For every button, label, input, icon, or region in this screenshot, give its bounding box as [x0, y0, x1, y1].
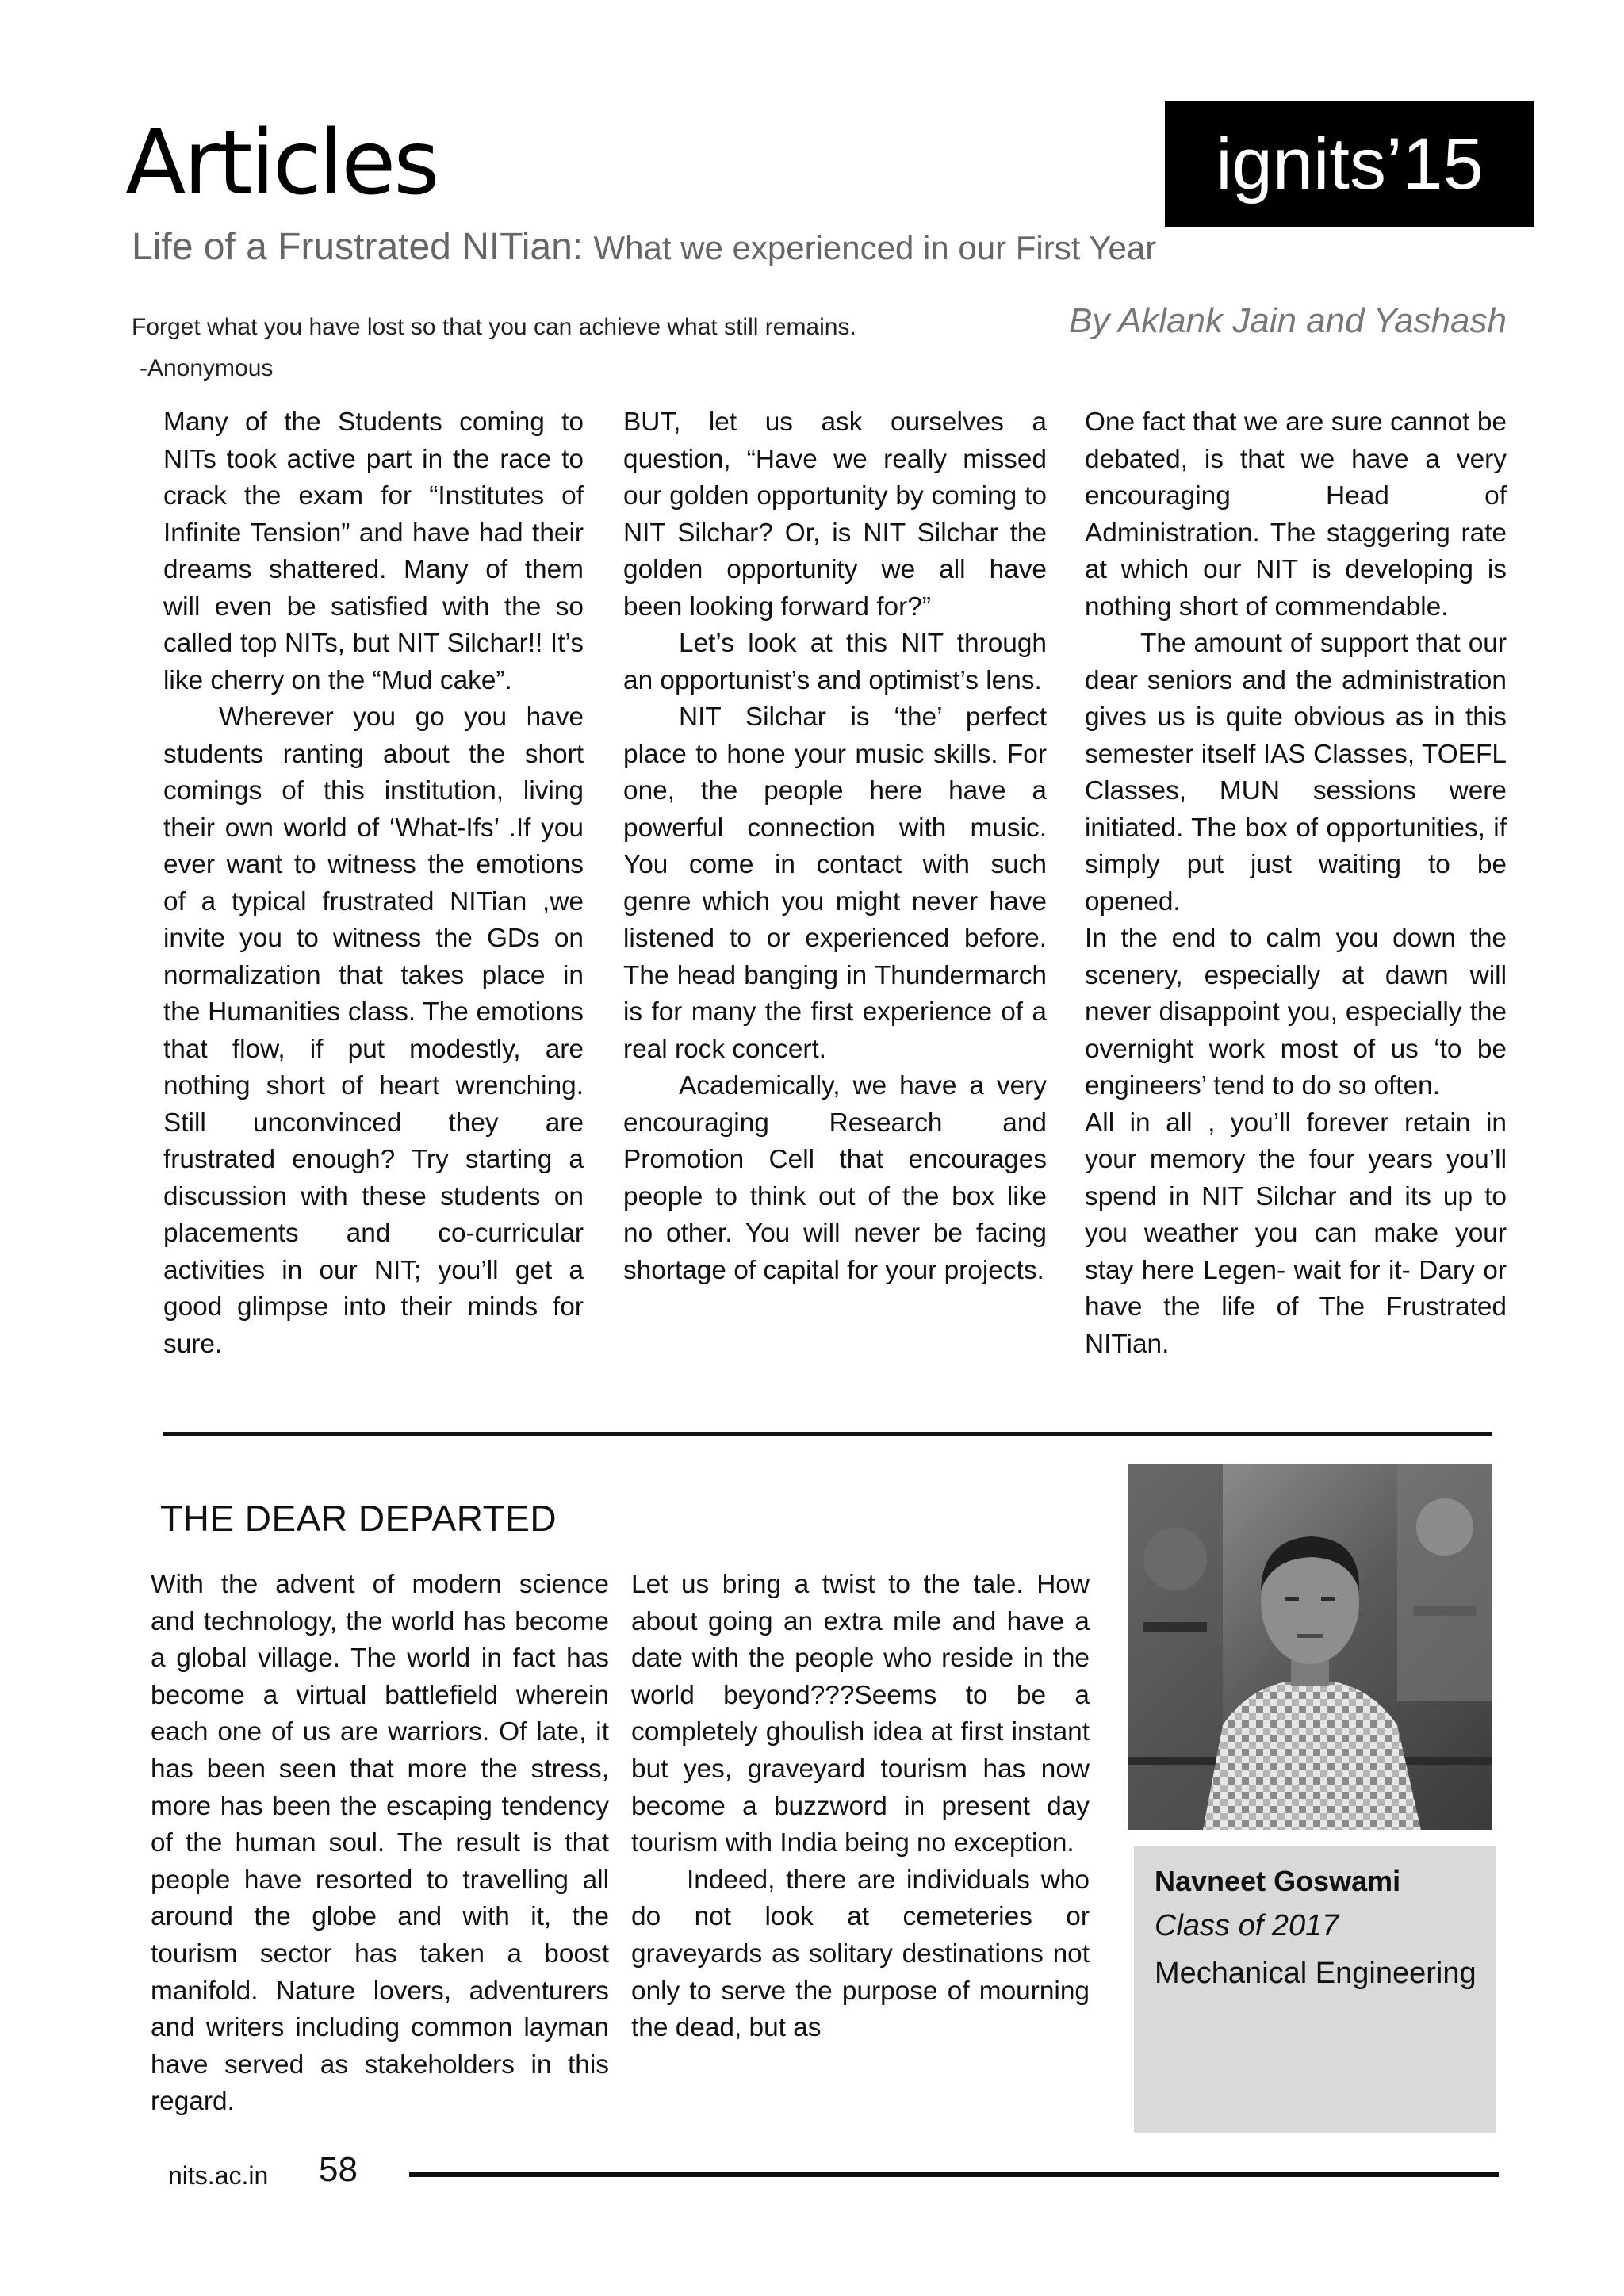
- paragraph: Many of the Students coming to NITs took active part in the race to crack the exam for “Institutes of Infinite Tension” and have had their dreams shattered. Many of them will even be satisfied with the so called top NITs, but NIT Silchar!! It’s like cherry on the “Mud cake”.: [163, 408, 584, 695]
- caption-name: Navneet Goswami: [1155, 1865, 1401, 1897]
- article-title: [132, 225, 1156, 269]
- magazine-brand: ignits’15: [1165, 101, 1534, 227]
- paragraph: One fact that we are sure cannot be debated, is that we have a very encouraging Head of Administration. The staggering rate at which our NIT is developing is nothing short of commendable.: [1085, 408, 1507, 622]
- paragraph: Wherever you go you have students ranting about the short comings of this institution, living their own world of ‘What-Ifs’ .If you ever want to witness the emotions of a typical frustrated NITian ,we invite you to witness the GDs on normalization that takes place in the Humanities class. The emotions that flow, if put modestly, are nothing short of heart wrenching. Still unconvinced they are frustrated enough? Try starting a discussion with these students on placements and co-curricular activities in our NIT; you’ll get a good glimpse into their minds for sure.: [163, 702, 584, 1359]
- article-column-1: [163, 404, 584, 1363]
- article-title-main: Life of a Frustrated NITian:: [132, 226, 584, 268]
- paragraph: BUT, let us ask ourselves a question, “Have we really missed our golden opportunity by coming to NIT Silchar? Or, is NIT Silchar the golden opportunity we all have been looking forward for?”: [623, 408, 1047, 622]
- footer-rule: [409, 2172, 1499, 2177]
- section-divider: [163, 1432, 1492, 1436]
- paragraph: Let’s look at this NIT through an opportunist’s and optimist’s lens.: [623, 629, 1047, 695]
- epigraph-quote: Forget what you have lost so that you can achieve what still remains.: [132, 314, 856, 340]
- paragraph: Let us bring a twist to the tale. How about going an extra mile and have a date with the people who reside in the world beyond???Seems to be a completely ghoulish idea at first instant but yes, graveyard tourism has now become a buzzword in present day tourism with India being no exception.: [631, 1570, 1090, 1858]
- article-title-sub: What we experienced in our First Year: [593, 229, 1157, 266]
- article-column-2: [623, 404, 1047, 1289]
- paragraph: The amount of support that our dear seniors and the administration gives us is quite obvious as in this semester itself IAS Classes, TOEFL Classes, MUN sessions were initiated. The box of opportunities, if simply put just waiting to be opened.: [1085, 629, 1507, 916]
- article-heading: THE DEAR DEPARTED: [160, 1498, 557, 1539]
- footer-url: nits.ac.in: [168, 2161, 269, 2190]
- paragraph: Indeed, there are individuals who do not look at cemeteries or graveyards as solitary destinations not only to serve the purpose of mourning the dead, but as: [631, 1865, 1090, 2043]
- paragraph: Academically, we have a very encouraging Research and Promotion Cell that encourages people to think out of the box like no other. You will never be facing shortage of capital for your projects.: [623, 1071, 1047, 1285]
- page-number: 58: [319, 2150, 358, 2189]
- byline: By Aklank Jain and Yashash: [1069, 301, 1507, 340]
- epigraph-attribution: -Anonymous: [140, 355, 274, 381]
- paragraph: With the advent of modern science and technology, the world has become a global village. The world in fact has become a virtual battlefield wherein each one of us are warriors. Of late, it has been seen that more the stress, more has been the escaping tendency of the human soul. The result is that people have resorted to travelling all around the globe and with it, the tourism sector has taken a boost manifold. Nature lovers, adventurers and writers including common layman have served as stakeholders in this regard.: [151, 1570, 609, 2117]
- article-column-3: [1085, 404, 1507, 1363]
- section-title: Articles: [125, 112, 438, 215]
- caption-department: Mechanical Engineering: [1155, 1957, 1477, 1990]
- article-column-2: [631, 1567, 1090, 2047]
- author-photo: [1128, 1464, 1492, 1830]
- article-column-1: [151, 1567, 609, 2121]
- paragraph: All in all , you’ll forever retain in your memory the four years you’ll spend in NIT Silchar and its up to you weather you can make your stay here Legen- wait for it- Dary or have the life of The Frustrated NITian.: [1085, 1108, 1507, 1359]
- paragraph: In the end to calm you down the scenery, especially at dawn will never disappoint you, especially the overnight work most of us ‘to be engineers’ tend to do so often.: [1085, 924, 1507, 1100]
- paragraph: NIT Silchar is ‘the’ perfect place to hone your music skills. For one, the people here have a powerful connection with music. You come in contact with such genre which you might never have listened to or experienced before. The head banging in Thundermarch is for many the first experience of a real rock concert.: [623, 702, 1047, 1064]
- caption-class: Class of 2017: [1155, 1909, 1339, 1942]
- portrait-image: [1128, 1464, 1492, 1830]
